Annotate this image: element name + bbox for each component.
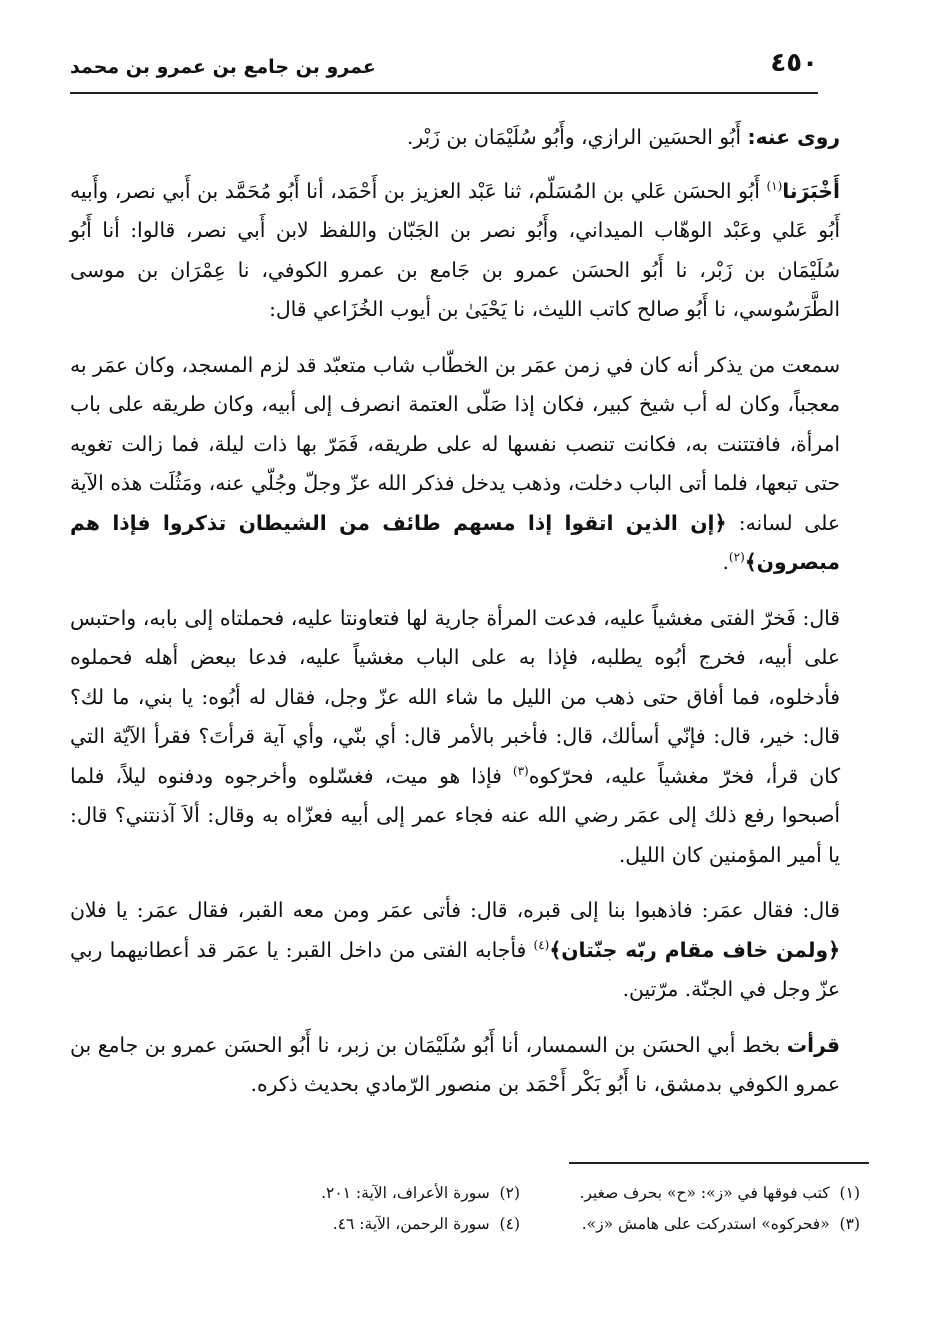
footnote-marker[interactable]: (٤): [533, 937, 550, 952]
footnote-item: [200, 1178, 520, 1209]
footnote-marker[interactable]: (١): [766, 178, 783, 193]
footnote-text: «فحركوه» استدركت على هامش «ز».: [581, 1215, 830, 1233]
quran-verse: ﴿إن الذين اتقوا إذا مسهم طائف من الشيطان تذكروا فإذا هم مبصرون﴾: [70, 510, 840, 574]
footnote-marker[interactable]: (٣): [512, 763, 529, 778]
footnote-item: [200, 1209, 520, 1240]
footnote-text: سورة الأعراف، الآية: ٢٠١.: [321, 1184, 490, 1202]
footnote-number: (٣): [839, 1215, 860, 1233]
paragraph-text: بخط أبي الحسَن بن السمسار، أنا أَبُو سُلَيْمَان بن زبر، نا أَبُو الحسَن عمرو بن جامع بن عمرو الكوفي بدمشق، نا أَبُو بَكْر أَحْمَد بن منصور الرّمادي بحديث ذكره.: [70, 1032, 840, 1096]
page-number: ٤٥٠: [770, 48, 818, 78]
main-text: [70, 118, 840, 1119]
footnote-text: كتب فوقها في «ز»: «ح» بحرف صغير.: [579, 1184, 830, 1202]
quran-verse: ﴿ولمن خاف مقام ربّه جنّتان﴾: [549, 937, 840, 962]
footnote-row: [200, 1178, 860, 1209]
page-header: [70, 48, 818, 94]
footnote-item: [540, 1209, 860, 1240]
running-title: عمرو بن جامع بن عمرو بن محمد: [70, 56, 376, 78]
lead-word: أَخْبَرَنا: [782, 178, 840, 203]
footnote-number: (٤): [499, 1215, 520, 1233]
paragraph-grave: [70, 891, 840, 1010]
paragraph-tail: .: [722, 550, 729, 574]
paragraph-death: [70, 599, 840, 876]
paragraph-source: [70, 1026, 840, 1105]
footnote-text: سورة الرحمن، الآية: ٤٦.: [332, 1215, 490, 1233]
paragraph-isnad: [70, 172, 840, 330]
footnote-number: (١): [839, 1184, 860, 1202]
paragraph-tail: فأجابه الفتى من داخل القبر: يا عمَر قد أعطانيهما ربي عزّ وجل في الجنّة. مرّتين.: [70, 937, 840, 1001]
paragraph-text: قال: فَخرّ الفتى مغشياً عليه، فدعت المرأة جارية لها فتعاونتا عليه، فحملتاه إلى بابه، واحتبس على أبيه، فخرج أبُوه يطلبه، فإذا به على الباب مغشياً عليه، فدعا ببعض أهله فحملوه فأدخلوه، فما أفاق حتى ذهب من الليل ما شاء الله عزّ وجل، فقال له أبُوه: يا بني، ما لك؟ قال: خير، قال: فإنّي أسألك، قال: فأخبر بالأمر قال: أي بنّي، وأي آية قرأتَ؟ فقرأ الآيّة التي كان قرأ، فخرّ مغشياً عليه، فحرّكوه: [70, 605, 840, 788]
footnote-row: [200, 1209, 860, 1240]
footnote-number: (٢): [499, 1184, 520, 1202]
paragraph-text: سمعت من يذكر أنه كان في زمن عمَر بن الخطّاب شاب متعبّد قد لزم المسجد، وكان عمَر به معجباً، وكان له أب شيخ كبير، فكان إذا صَلّى العتمة انصرف إلى أبيه، وكان طريقه على باب امرأة، فافتتنت به، فكانت تنصب نفسها له على طريقه، فَمَرّ بها ذات ليلة، فما زالت تغويه حتى تبعها، فلما أتى الباب دخلت، وذهب يدخل فذكر الله عزّ وجلّ وجُلّي عنه، ومَثُلَت هذه الآية على لسانه:: [70, 352, 840, 535]
lead-word: روى عنه:: [747, 125, 840, 149]
footnote-item: [540, 1178, 860, 1209]
paragraph-story: [70, 346, 840, 583]
paragraph-text: أَبُو الحسَن عَلي بن المُسَلّم، ثنا عَبْد العزيز بن أَحْمَد، أنا أَبُو مُحَمَّد بن أَبي نصر، وأَبيه أَبُو عَلي وعَبْد الوهّاب الميداني، وأَبُو نصر بن الجَبّان واللفظ لابن أَبي نصر، قالوا: أنا أَبُو سُلَيْمَان بن زَبْر، نا أَبُو الحسَن عمرو بن جَامع بن عمرو الكوفي، نا عِمْرَان بن موسى الطَّرَسُوسي، نا أَبُو صالح كاتب الليث، نا يَحْيَىٰ بن أيوب الخُزَاعي قال:: [70, 178, 840, 321]
lead-word: قرأت: [786, 1032, 840, 1057]
footnote-divider: [569, 1162, 869, 1164]
footnote-marker[interactable]: (٢): [728, 550, 745, 565]
paragraph-narrators: [70, 118, 840, 158]
paragraph-text: أَبُو الحسَين الرازي، وأَبُو سُلَيْمَان بن زَبْر.: [406, 125, 748, 149]
footnotes: [200, 1178, 860, 1240]
paragraph-tail: فإذا هو ميت، فغسّلوه وأخرجوه ودفنوه ليلاً، فلما أصبحوا رفع ذلك إلى عمَر رضي الله عنه فجاء عمر إلى أبيه فعزّاه به وقال: ألاَ آذنتني؟ قال: يا أمير المؤمنين كان الليل.: [70, 763, 840, 867]
paragraph-text: قال: فقال عمَر: فاذهبوا بنا إلى قبره، قال: فأتى عمَر ومن معه القبر، فقال عمَر: يا فلان: [70, 898, 840, 922]
